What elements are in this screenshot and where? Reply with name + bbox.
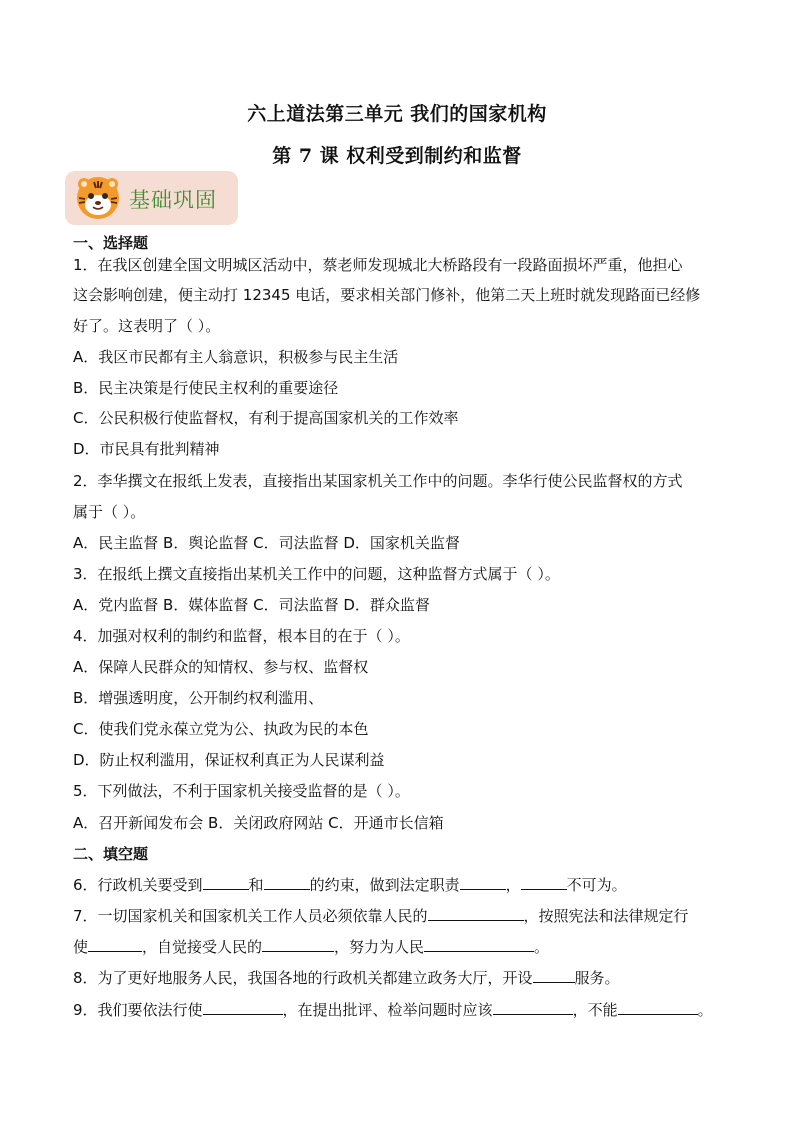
q1-option-b: B．民主决策是行使民主权利的重要途径 (73, 379, 339, 397)
q2-stem-line1: 2．李华撰文在报纸上发表，直接指出某国家机关工作中的问题。李华行使公民监督权的方式 (73, 472, 683, 490)
q6-blank-1[interactable] (203, 875, 249, 890)
q6-text: 不可为。 (566, 876, 627, 894)
tiger-icon (76, 176, 120, 220)
q9-blank-2[interactable] (493, 1000, 573, 1015)
q3-stem: 3．在报纸上撰文直接指出某机关工作中的问题，这种监督方式属于（ ）。 (73, 565, 560, 583)
q9-text: ，不能 (572, 1001, 618, 1019)
q9-line (73, 999, 713, 1020)
q4-stem: 4．加强对权利的制约和监督，根本目的在于（ ）。 (73, 627, 410, 645)
q4-option-b: B．增强透明度，公开制约权利滥用、 (73, 689, 324, 707)
q6-text: 和 (248, 876, 264, 894)
q4-option-a: A．保障人民群众的知情权、参与权、监督权 (73, 658, 369, 676)
q8-text: 服务。 (574, 969, 620, 987)
q1-option-d: D．市民具有批判精神 (73, 440, 220, 458)
q6-blank-3[interactable] (460, 875, 506, 890)
lesson-title: 第 7 课 权利受到制约和监督 (272, 145, 522, 167)
section-badge (65, 171, 238, 225)
q5-stem: 5．下列做法，不利于国家机关接受监督的是（ ）。 (73, 782, 410, 800)
q8-blank-1[interactable] (533, 968, 575, 983)
q1-stem-line2: 这会影响创建，便主动打 12345 电话，要求相关部门修补，他第二天上班时就发现路面已经修 (73, 286, 701, 304)
q4-option-d: D．防止权利滥用，保证权利真正为人民谋利益 (73, 751, 385, 769)
q6-text: 6．行政机关要受到 (73, 876, 203, 894)
q7-text: 使 (73, 938, 89, 956)
choice-section-heading: 一、选择题 (73, 234, 149, 252)
q8-line (73, 967, 620, 988)
q6-text: 的约束，做到法定职责 (309, 876, 460, 894)
q5-options: A．召开新闻发布会 B．关闭政府网站 C．开通市长信箱 (73, 814, 444, 832)
q9-text: ，在提出批评、检举问题时应该 (282, 1001, 493, 1019)
q6-line (73, 874, 627, 895)
q1-stem-line3: 好了。这表明了（ ）。 (73, 317, 221, 335)
q7-blank-4[interactable] (424, 937, 534, 952)
q4-option-c: C．使我们党永葆立党为公、执政为民的本色 (73, 720, 369, 738)
page-title: 六上道法第三单元 我们的国家机构 (247, 103, 547, 125)
q6-blank-4[interactable] (521, 875, 567, 890)
q7-line2 (73, 936, 549, 957)
q9-text: 9．我们要依法行使 (73, 1001, 203, 1019)
q7-text: 7．一切国家机关和国家机关工作人员必须依靠人民的 (73, 907, 428, 925)
q7-line1 (73, 905, 689, 926)
q7-text: ，努力为人民 (334, 938, 425, 956)
q7-text: ，自觉接受人民的 (142, 938, 263, 956)
q6-blank-2[interactable] (264, 875, 310, 890)
q8-text: 8．为了更好地服务人民，我国各地的行政机关都建立政务大厅，开设 (73, 969, 533, 987)
q2-stem-line2: 属于（ ）。 (73, 503, 146, 521)
q7-text: 。 (534, 938, 550, 956)
q1-option-c: C．公民积极行使监督权，有利于提高国家机关的工作效率 (73, 409, 459, 427)
q2-options: A．民主监督 B．舆论监督 C．司法监督 D．国家机关监督 (73, 534, 460, 552)
q7-blank-1[interactable] (428, 906, 524, 921)
q1-stem-line1: 1．在我区创建全国文明城区活动中，蔡老师发现城北大桥路段有一段路面损坏严重，他担心 (73, 256, 683, 274)
q9-blank-3[interactable] (618, 1000, 698, 1015)
badge-label: 基础巩固 (129, 188, 217, 212)
q7-blank-2[interactable] (88, 937, 142, 952)
fill-section-heading: 二、填空题 (73, 845, 149, 863)
q9-blank-1[interactable] (203, 1000, 283, 1015)
q7-blank-3[interactable] (262, 937, 334, 952)
q7-text: ，按照宪法和法律规定行 (523, 907, 689, 925)
q3-options: A．党内监督 B．媒体监督 C．司法监督 D．群众监督 (73, 596, 430, 614)
q1-option-a: A．我区市民都有主人翁意识，积极参与民主生活 (73, 348, 399, 366)
q9-text: 。 (697, 1001, 713, 1019)
q6-text: ， (505, 876, 521, 894)
